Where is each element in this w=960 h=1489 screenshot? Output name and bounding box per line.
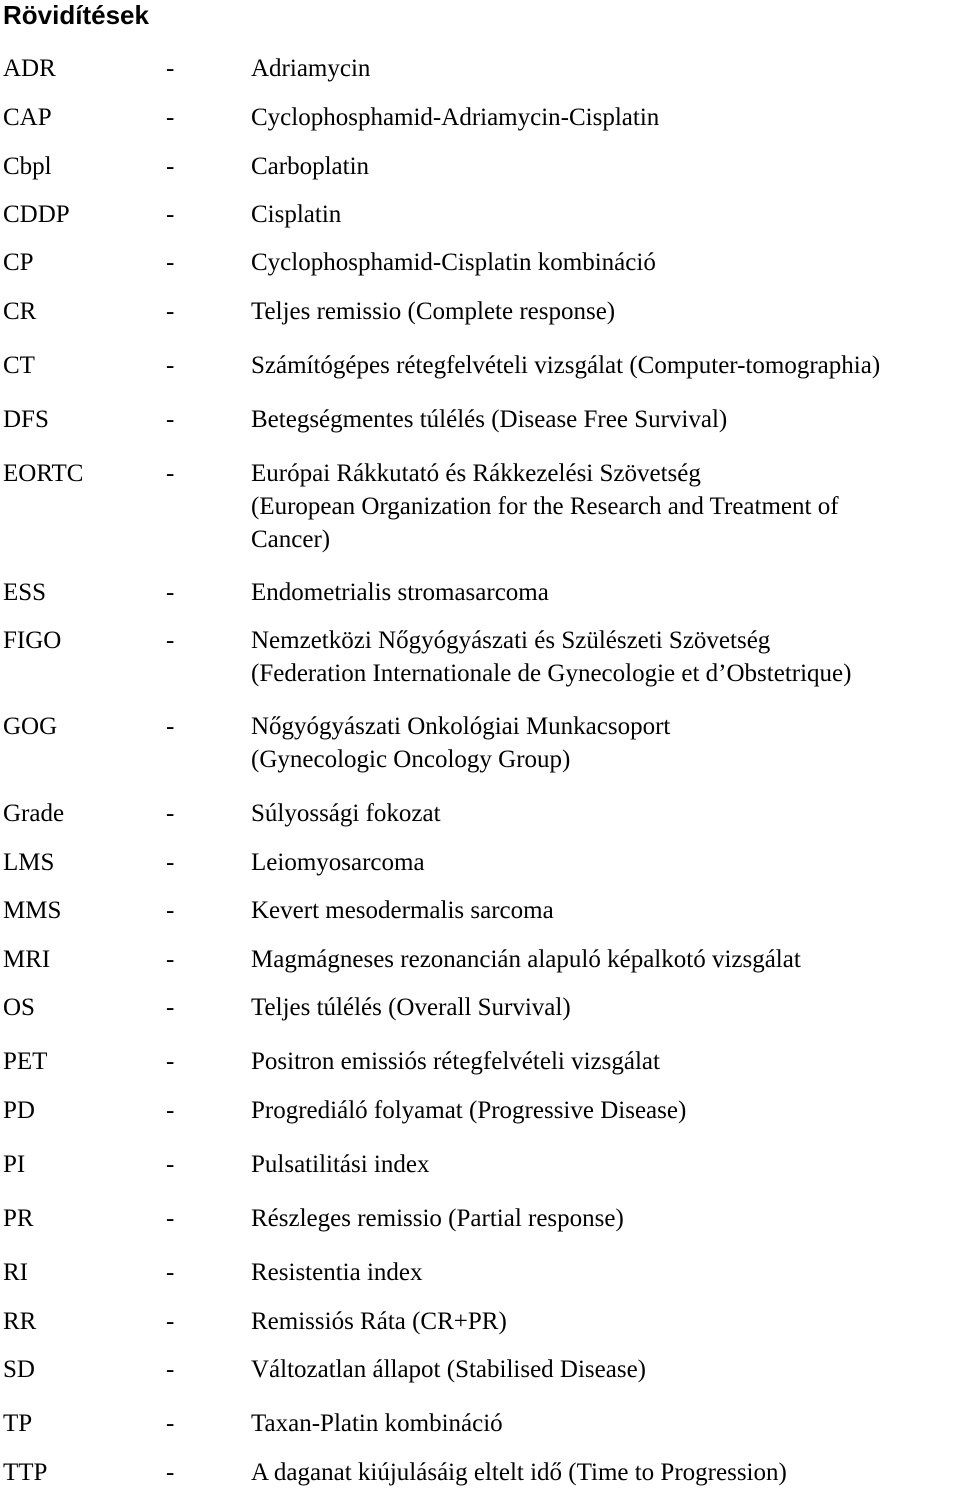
definition-line: Európai Rákkutató és Rákkezelési Szövetség [251, 460, 701, 487]
abbreviation-term: SD [3, 1356, 35, 1383]
abbreviation-term: EORTC [3, 460, 84, 487]
abbreviation-separator: - [166, 897, 175, 924]
definition-line: Positron emissiós rétegfelvételi vizsgálat [251, 1048, 660, 1075]
abbreviation-term: RR [3, 1308, 37, 1335]
abbreviation-separator: - [166, 201, 175, 228]
abbreviation-separator: - [166, 153, 175, 180]
abbreviation-definition [251, 1407, 960, 1440]
definition-line: Változatlan állapot (Stabilised Disease) [251, 1356, 647, 1383]
abbreviation-separator: - [166, 579, 175, 606]
abbreviation-separator: - [166, 713, 175, 740]
abbreviation-separator: - [166, 627, 175, 654]
abbreviation-term: MMS [3, 897, 62, 924]
definition-line: Taxan-Platin kombináció [251, 1410, 503, 1437]
definition-line: Cancer) [251, 526, 331, 553]
abbreviation-term: CAP [3, 104, 52, 131]
abbreviation-definition [251, 246, 960, 279]
definition-line: Nőgyógyászati Onkológiai Munkacsoport [251, 713, 671, 740]
abbreviation-separator: - [166, 298, 175, 325]
abbreviation-term: GOG [3, 713, 58, 740]
abbreviation-term: TTP [3, 1459, 48, 1486]
abbreviation-definition [251, 1202, 960, 1235]
definition-line: (Federation Internationale de Gynecologie et d’Obstetrique) [251, 660, 852, 687]
abbreviation-term: CT [3, 352, 35, 379]
abbreviation-definition [251, 576, 960, 609]
definition-line: Resistentia index [251, 1259, 423, 1286]
abbreviation-definition [251, 894, 960, 927]
abbreviation-definition [251, 1456, 960, 1489]
abbreviation-definition [251, 198, 960, 231]
abbreviation-term: TP [3, 1410, 33, 1437]
abbreviation-definition [251, 52, 960, 85]
abbreviation-separator: - [166, 1205, 175, 1232]
abbreviation-definition [251, 1256, 960, 1289]
definition-line: Betegségmentes túlélés (Disease Free Survival) [251, 406, 728, 433]
definition-line: Endometrialis stromasarcoma [251, 579, 549, 606]
definition-line: Carboplatin [251, 153, 370, 180]
abbreviation-separator: - [166, 1459, 175, 1486]
abbreviation-separator: - [166, 849, 175, 876]
abbreviation-term: CR [3, 298, 37, 325]
abbreviation-separator: - [166, 406, 175, 433]
definition-line: Számítógépes rétegfelvételi vizsgálat (Computer-tomographia) [251, 352, 881, 379]
abbreviation-separator: - [166, 946, 175, 973]
abbreviation-definition [251, 710, 960, 776]
definition-line: (European Organization for the Research and Treatment of [251, 493, 839, 520]
abbreviation-separator: - [166, 800, 175, 827]
definition-line: A daganat kiújulásáig eltelt idő (Time to Progression) [251, 1459, 787, 1486]
abbreviation-term: CP [3, 249, 34, 276]
abbreviation-separator: - [166, 1308, 175, 1335]
definition-line: Adriamycin [251, 55, 371, 82]
definition-line: Teljes túlélés (Overall Survival) [251, 994, 571, 1021]
definition-line: Kevert mesodermalis sarcoma [251, 897, 554, 924]
abbreviation-term: Cbpl [3, 153, 52, 180]
abbreviation-definition [251, 1305, 960, 1338]
abbreviation-definition [251, 1148, 960, 1181]
abbreviation-term: LMS [3, 849, 55, 876]
abbreviation-separator: - [166, 249, 175, 276]
abbreviation-definition [251, 1094, 960, 1127]
abbreviation-term: CDDP [3, 201, 70, 228]
abbreviation-separator: - [166, 1410, 175, 1437]
abbreviation-definition [251, 349, 960, 382]
definition-line: Leiomyosarcoma [251, 849, 425, 876]
abbreviation-definition [251, 846, 960, 879]
abbreviation-definition [251, 1045, 960, 1078]
definition-line: Pulsatilitási index [251, 1151, 430, 1178]
definition-line: Cyclophosphamid-Adriamycin-Cisplatin [251, 104, 660, 131]
definition-line: Cisplatin [251, 201, 342, 228]
definition-line: Magmágneses rezonancián alapuló képalkotó vizsgálat [251, 946, 801, 973]
abbreviation-separator: - [166, 460, 175, 487]
definition-line: Cyclophosphamid-Cisplatin kombináció [251, 249, 656, 276]
abbreviation-separator: - [166, 1151, 175, 1178]
definition-line: Súlyossági fokozat [251, 800, 441, 827]
abbreviation-definition [251, 101, 960, 134]
abbreviation-term: ESS [3, 579, 47, 606]
definition-line: (Gynecologic Oncology Group) [251, 746, 571, 773]
page-title: Rövidítések [3, 0, 149, 30]
abbreviation-definition [251, 797, 960, 830]
abbreviation-term: ADR [3, 55, 56, 82]
abbreviation-term: MRI [3, 946, 51, 973]
abbreviation-separator: - [166, 352, 175, 379]
definition-line: Progrediáló folyamat (Progressive Disease) [251, 1097, 687, 1124]
abbreviation-definition [251, 943, 960, 976]
abbreviation-term: PD [3, 1097, 35, 1124]
abbreviation-definition [251, 150, 960, 183]
definition-line: Remissiós Ráta (CR+PR) [251, 1308, 507, 1335]
definition-line: Teljes remissio (Complete response) [251, 298, 616, 325]
abbreviation-term: PR [3, 1205, 34, 1232]
abbreviation-definition [251, 457, 960, 556]
abbreviation-definition [251, 403, 960, 436]
abbreviation-definition [251, 991, 960, 1024]
abbreviation-term: DFS [3, 406, 49, 433]
abbreviation-term: RI [3, 1259, 28, 1286]
abbreviation-term: Grade [3, 800, 65, 827]
abbreviation-separator: - [166, 1259, 175, 1286]
abbreviation-separator: - [166, 1097, 175, 1124]
abbreviation-term: PI [3, 1151, 26, 1178]
abbreviation-term: PET [3, 1048, 48, 1075]
abbreviation-separator: - [166, 1356, 175, 1383]
abbreviation-definition [251, 295, 960, 328]
abbreviation-definition [251, 1353, 960, 1386]
abbreviation-separator: - [166, 104, 175, 131]
abbreviation-term: OS [3, 994, 35, 1021]
definition-line: Nemzetközi Nőgyógyászati és Szülészeti Szövetség [251, 627, 771, 654]
abbreviation-term: FIGO [3, 627, 62, 654]
abbreviation-separator: - [166, 1048, 175, 1075]
definition-line: Részleges remissio (Partial response) [251, 1205, 624, 1232]
abbreviation-definition [251, 624, 960, 690]
abbreviation-separator: - [166, 55, 175, 82]
abbreviation-separator: - [166, 994, 175, 1021]
